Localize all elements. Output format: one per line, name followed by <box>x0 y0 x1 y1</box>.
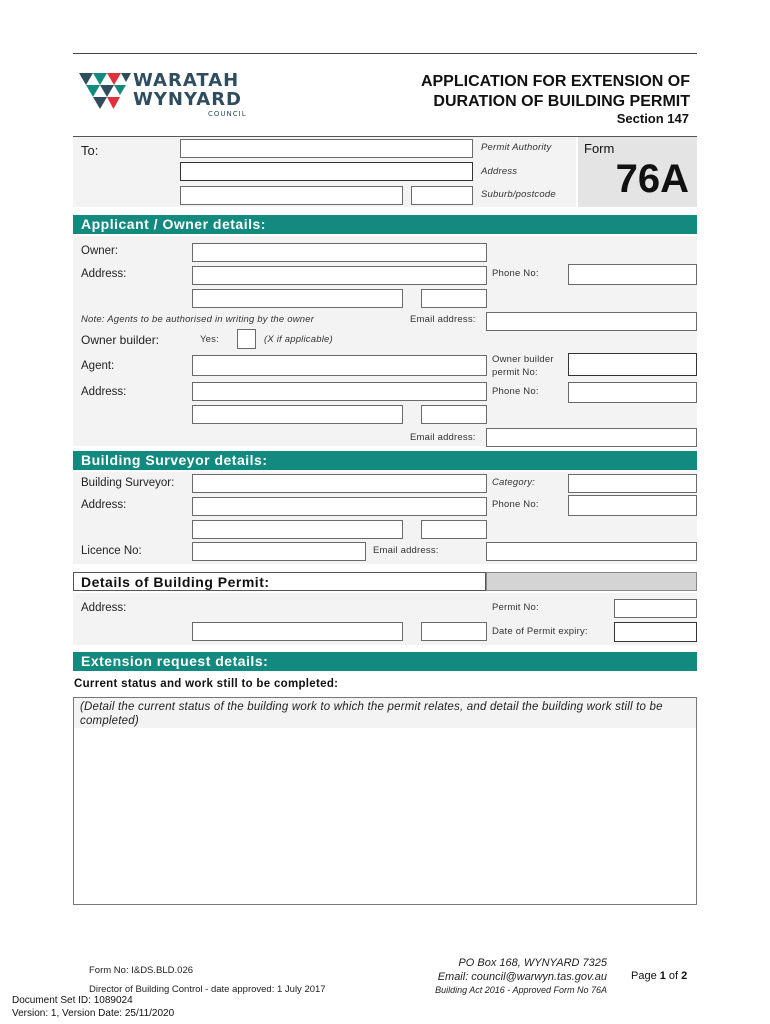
applicant-address-label: Address: <box>81 268 127 280</box>
footer-po-box: PO Box 168, WYNYARD 7325 <box>458 957 607 969</box>
extension-details-textarea[interactable] <box>73 697 697 905</box>
applicant-phone-field[interactable] <box>568 264 697 285</box>
permit-section-heading: Details of Building Permit: <box>73 572 486 591</box>
agent-phone-label: Phone No: <box>492 386 539 397</box>
owner-builder-label: Owner builder: <box>81 333 160 347</box>
footer-page-indicator <box>631 970 687 982</box>
applicant-postcode-field[interactable] <box>421 289 487 308</box>
waratah-logo-icon <box>79 73 131 111</box>
owner-builder-permit-label-line-2: permit No: <box>492 367 538 378</box>
document-version: Version: 1, Version Date: 25/11/2020 <box>12 1008 175 1019</box>
footer-act: Building Act 2016 - Approved Form No 76A <box>435 985 607 995</box>
applicant-suburb-field[interactable] <box>192 289 403 308</box>
logo-line-2: WYNYARD <box>133 89 242 110</box>
agent-note: Note: Agents to be authorised in writing by the owner <box>81 314 315 325</box>
footer-email: Email: council@warwyn.tas.gov.au <box>437 971 607 983</box>
applicant-phone-label: Phone No: <box>492 268 539 279</box>
agent-email-field[interactable] <box>486 428 697 447</box>
permit-authority-label: Permit Authority <box>481 142 552 153</box>
page-of: of <box>665 970 682 982</box>
permit-address-label: Address: <box>81 602 127 614</box>
applicant-section-heading: Applicant / Owner details: <box>73 215 697 234</box>
applicant-email-field[interactable] <box>486 312 697 331</box>
postcode-field[interactable] <box>411 186 473 205</box>
agent-postcode-field[interactable] <box>421 405 487 424</box>
owner-label: Owner: <box>81 245 119 257</box>
applicant-address-field[interactable] <box>192 266 487 285</box>
form-title <box>421 72 690 112</box>
owner-builder-permit-field[interactable] <box>568 353 697 376</box>
surveyor-phone-label: Phone No: <box>492 499 539 510</box>
to-label: To: <box>81 143 99 158</box>
top-rule <box>73 53 697 54</box>
building-surveyor-label: Building Surveyor: <box>81 477 175 489</box>
agent-suburb-field[interactable] <box>192 405 403 424</box>
permit-no-label: Permit No: <box>492 602 539 613</box>
x-if-applicable-note: (X if applicable) <box>264 334 333 345</box>
extension-section-heading: Extension request details: <box>73 652 697 671</box>
logo-line-1: WARATAH <box>133 70 240 91</box>
address-field[interactable] <box>180 162 473 181</box>
form-title-line-1: APPLICATION FOR EXTENSION OF <box>420 73 690 90</box>
licence-label: Licence No: <box>81 545 142 557</box>
council-logo <box>79 70 254 121</box>
footer-form-no: Form No: I&DS.BLD.026 <box>89 965 194 976</box>
surveyor-postcode-field[interactable] <box>421 520 487 539</box>
owner-builder-permit-label-line-1: Owner builder <box>492 354 554 365</box>
agent-phone-field[interactable] <box>568 382 697 403</box>
surveyor-section-heading: Building Surveyor details: <box>73 451 697 470</box>
permit-authority-field[interactable] <box>180 139 473 158</box>
logo-line-3: COUNCIL <box>208 110 247 118</box>
suburb-field[interactable] <box>180 186 403 205</box>
owner-field[interactable] <box>192 243 487 262</box>
owner-builder-checkbox[interactable] <box>237 329 256 349</box>
address-label: Address <box>481 166 518 177</box>
surveyor-email-label: Email address: <box>373 545 439 556</box>
agent-field[interactable] <box>192 355 487 376</box>
surveyor-email-field[interactable] <box>486 542 697 561</box>
owner-builder-permit-label <box>492 353 554 379</box>
footer-director: Director of Building Control - date approved: 1 July 2017 <box>89 984 326 995</box>
agent-address-label: Address: <box>81 386 127 398</box>
permit-expiry-field[interactable] <box>614 622 697 642</box>
surveyor-suburb-field[interactable] <box>192 520 403 539</box>
form-number-box <box>578 137 697 207</box>
surveyor-address-field[interactable] <box>192 497 487 516</box>
agent-address-field[interactable] <box>192 382 487 401</box>
surveyor-address-label: Address: <box>81 499 127 511</box>
category-field[interactable] <box>568 474 697 493</box>
form-label: Form <box>584 141 615 156</box>
category-label: Category: <box>492 477 535 488</box>
section-label: Section 147 <box>616 111 689 126</box>
page-prefix: Page <box>631 970 660 982</box>
extension-instruction: (Detail the current status of the building work to which the permit relates, and detail the building work still to be completed) <box>80 701 663 727</box>
agent-label: Agent: <box>81 360 115 372</box>
page-number: 1 <box>659 970 666 982</box>
building-surveyor-field[interactable] <box>192 474 487 493</box>
form-number: 76A <box>615 157 689 201</box>
surveyor-phone-field[interactable] <box>568 495 697 516</box>
form-title-line-2: DURATION OF BUILDING PERMIT <box>433 93 690 110</box>
permit-heading-grey-block <box>486 572 697 591</box>
applicant-email-label: Email address: <box>410 314 476 325</box>
permit-no-field[interactable] <box>614 599 697 618</box>
page-total: 2 <box>681 970 688 982</box>
permit-postcode-field[interactable] <box>421 622 487 641</box>
document-set-id: Document Set ID: 1089024 <box>12 995 133 1006</box>
permit-expiry-label: Date of Permit expiry: <box>492 626 588 637</box>
licence-field[interactable] <box>192 542 366 561</box>
yes-label: Yes: <box>200 334 219 345</box>
permit-address-field[interactable] <box>192 622 403 641</box>
extension-subheading: Current status and work still to be completed: <box>74 678 339 690</box>
suburb-postcode-label: Suburb/postcode <box>481 189 556 200</box>
agent-email-label: Email address: <box>410 432 476 443</box>
